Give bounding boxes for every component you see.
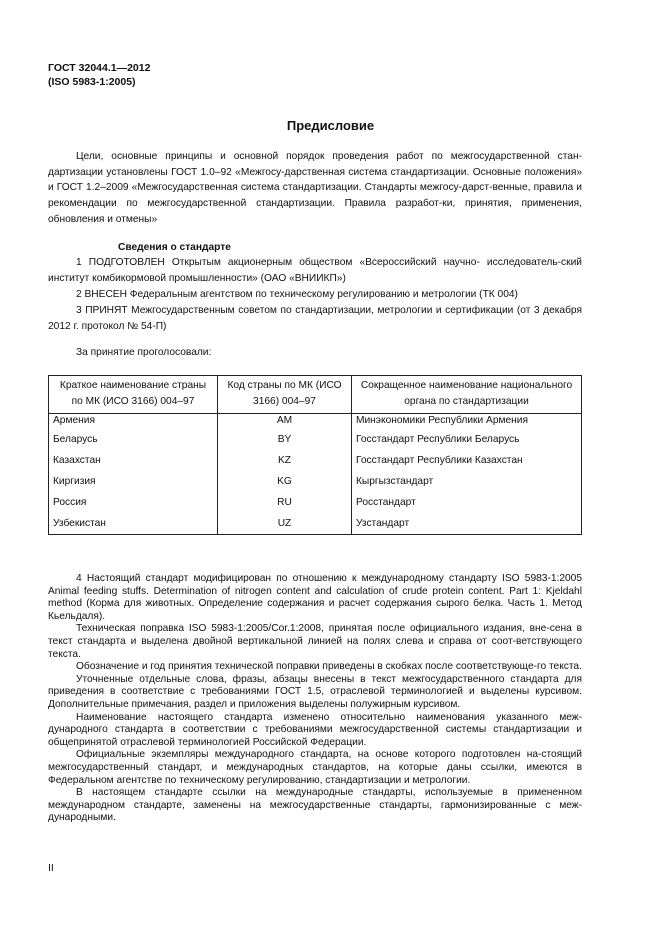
document-number: ГОСТ 32044.1—2012 xyxy=(48,62,151,74)
note-paragraph: 4 Настоящий стандарт модифицирован по отношению к международному стандарту ISO 5983-1:2005 Animal feeding stuffs. Determination of nitrogen content and calculation of crude protein content. Part 1: Kjeldahl method (Корма для животных. Определение содержания и расчет содержания сырого белка. Часть 1. Метод Кьельдаля). xyxy=(48,573,582,622)
table-cell-code: RU xyxy=(218,492,352,513)
table-cell-body: Кыргызстандарт xyxy=(352,471,582,492)
table-cell-country: Армения xyxy=(49,414,218,430)
table-cell-code: KZ xyxy=(218,450,352,471)
table-cell-code: AM xyxy=(218,414,352,430)
table-row xyxy=(49,492,582,513)
standard-info-item-1: 1 ПОДГОТОВЛЕН Открытым акционерным обществом «Всероссийский научно- исследователь-ский институт комбикормовой промышленности» (ОАО «ВНИИКП») xyxy=(48,257,582,284)
note-paragraph: Уточненные отдельные слова, фразы, абзацы внесены в текст межгосударственного стандарта для приведения в соответствие с требованиями ГОСТ 1.5, отраслевой терминологией и выделены курсивом. Дополнительные примечания, раздел и приложения выделены полужирным курсивом. xyxy=(48,673,582,710)
countries-table xyxy=(48,375,582,535)
table-cell-country: Киргизия xyxy=(49,471,218,492)
table-cell-country: Россия xyxy=(49,492,218,513)
table-cell-body: Госстандарт Республики Казахстан xyxy=(352,450,582,471)
note-paragraph: Техническая поправка ISO 5983-1:2005/Cor.1:2008, принятая после официального издания, вне-сена в текст стандарта и выделена двойной вертикальной линией на полях слева и справа от соот-ветствующего текста. xyxy=(48,623,582,660)
table-cell-code: BY xyxy=(218,429,352,450)
table-header-country: Краткое наименование страны по МК (ИСО 3166) 004–97 xyxy=(49,376,218,414)
page-number: II xyxy=(48,862,54,874)
table-cell-code: KG xyxy=(218,471,352,492)
notes-section xyxy=(48,573,582,825)
standard-info-item-3: 3 ПРИНЯТ Межгосударственным советом по стандартизации, метрологии и сертификации (от 3 декабря 2012 г. протокол № 54-П) xyxy=(48,305,582,332)
table-row xyxy=(49,513,582,535)
standard-info-item-2: 2 ВНЕСЕН Федеральным агентством по техническому регулированию и метрологии (ТК 004) xyxy=(76,289,518,300)
table-row xyxy=(49,429,582,450)
table-header-code: Код страны по МК (ИСО 3166) 004–97 xyxy=(218,376,352,414)
table-row xyxy=(49,471,582,492)
table-cell-country: Казахстан xyxy=(49,450,218,471)
table-header-body: Сокращенное наименование национального органа по стандартизации xyxy=(352,376,582,414)
table-cell-body: Минэкономики Республики Армения xyxy=(352,414,582,430)
table-cell-country: Беларусь xyxy=(49,429,218,450)
voted-label: За принятие проголосовали: xyxy=(76,347,212,358)
table-cell-country: Узбекистан xyxy=(49,513,218,535)
note-paragraph: Официальные экземпляры международного стандарта, на основе которого подготовлен на-стоящий межгосударственный стандарт, и международных стандартов, на которые даны ссылки, имеются в Федеральном агентстве по техническому регулированию, стандартизации и метрологии. xyxy=(48,749,582,786)
table-cell-body: Росстандарт xyxy=(352,492,582,513)
table-row xyxy=(49,414,582,430)
intro-paragraph: Цели, основные принципы и основной порядок проведения работ по межгосударственной стан-дартизации установлены ГОСТ 1.0–92 «Межгосу-дарственная система стандартизации. Основные положения» и ГОСТ 1.2–2009 «Межгосударственная система стандартизации. Стандарты межгосу-дарст-венные, правила и рекомендации по межгосударственной стандартизации. Правила разработ-ки, принятия, применения, обновления и отмены» xyxy=(48,151,582,225)
table-cell-code: UZ xyxy=(218,513,352,535)
table-row xyxy=(49,450,582,471)
table-cell-body: Узстандарт xyxy=(352,513,582,535)
page-title: Предисловие xyxy=(286,118,375,133)
standard-info-heading: Сведения о стандарте xyxy=(118,242,231,253)
iso-number: (ISO 5983-1:2005) xyxy=(48,76,136,88)
note-paragraph: В настоящем стандарте ссылки на международные стандарты, используемые в примененном международном стандарте, заменены на межгосударственные стандарты, гармонизированные с меж-дународными. xyxy=(48,787,582,824)
note-paragraph: Обозначение и год принятия технической поправки приведены в скобках после соответствующе-го текста. xyxy=(76,661,582,673)
table-cell-body: Госстандарт Республики Беларусь xyxy=(352,429,582,450)
note-paragraph: Наименование настоящего стандарта изменено относительно наименования указанного меж-дународного стандарта в соответствии с требованиями межгосударственной системы стандартизации и общепринятой отраслевой терминологией Российской Федерации. xyxy=(48,711,582,748)
